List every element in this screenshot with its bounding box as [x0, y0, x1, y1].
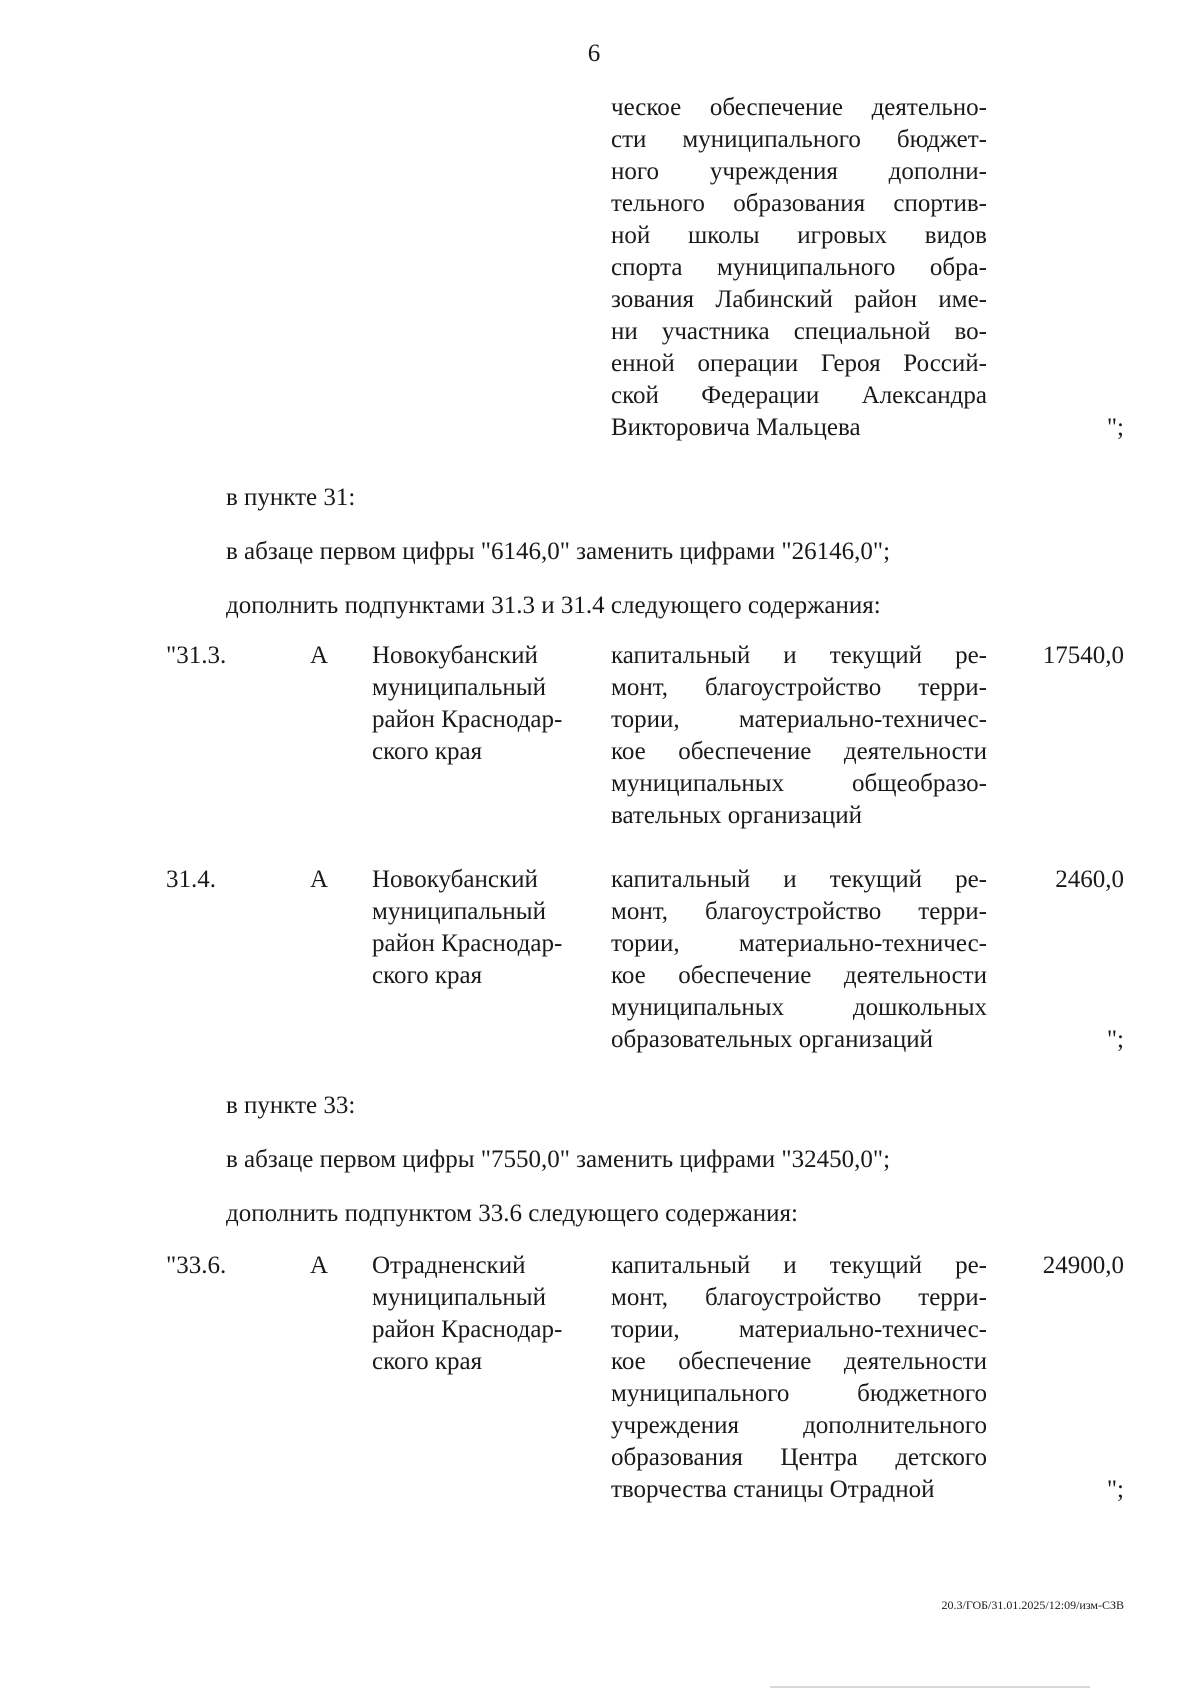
row-amount: 2460,0: [1055, 866, 1124, 893]
text-line: творчества станицы Отрадной: [611, 1476, 935, 1503]
text-line: ской Федерации Александра: [611, 382, 987, 409]
text-line: муниципальный: [372, 898, 546, 925]
text-line: монт, благоустройство терри-: [611, 898, 987, 925]
text-line: муниципальный: [372, 674, 546, 701]
text-line: кое обеспечение деятельности: [611, 738, 987, 765]
row-category: А: [310, 866, 329, 893]
text-line: муниципальных дошкольных: [611, 994, 987, 1021]
text-line: кое обеспечение деятельности: [611, 1348, 987, 1375]
row-number: "33.6.: [166, 1252, 227, 1279]
text-line: зования Лабинский район име-: [611, 286, 987, 313]
closing-quote: ";: [1106, 1026, 1124, 1053]
text-line: капитальный и текущий ре-: [611, 1252, 987, 1279]
row-purpose: [611, 1250, 987, 1506]
row-amount: 17540,0: [1042, 642, 1124, 669]
text-line: муниципальный: [372, 1284, 546, 1311]
text-line: ной школы игровых видов: [611, 222, 987, 249]
section-31-change: в абзаце первом цифры "6146,0" заменить цифрами "26146,0";: [226, 538, 891, 565]
row-purpose: [611, 864, 987, 1056]
text-line: район Краснодар-: [372, 930, 563, 957]
text-line: тории, материально-техничес-: [611, 930, 987, 957]
text-line: капитальный и текущий ре-: [611, 642, 987, 669]
text-line: муниципальных общеобразо-: [611, 770, 987, 797]
row-municipality: [372, 864, 582, 992]
text-line: район Краснодар-: [372, 706, 563, 733]
text-line: Новокубанский: [372, 642, 538, 669]
text-line: Викторовича Мальцева: [611, 414, 861, 441]
section-31-addition: дополнить подпунктами 31.3 и 31.4 следующего содержания:: [226, 592, 881, 619]
text-line: тельного образования спортив-: [611, 190, 987, 217]
text-line: енной операции Героя Россий-: [611, 350, 987, 377]
text-line: ни участника специальной во-: [611, 318, 987, 345]
text-line: муниципального бюджетного: [611, 1380, 987, 1407]
row-category: А: [310, 642, 329, 669]
document-code: 20.3/ГОБ/31.01.2025/12:09/изм-СЗВ: [941, 1598, 1124, 1612]
text-line: ского края: [372, 738, 483, 765]
text-line: образовательных организаций: [611, 1026, 934, 1053]
continuation-purpose: [611, 92, 987, 444]
text-line: капитальный и текущий ре-: [611, 866, 987, 893]
scan-artifact-line: [770, 1686, 1090, 1688]
row-municipality: [372, 640, 582, 768]
text-line: кое обеспечение деятельности: [611, 962, 987, 989]
row-number: 31.4.: [166, 866, 216, 893]
closing-quote: ";: [1106, 1476, 1124, 1503]
text-line: спорта муниципального обра-: [611, 254, 987, 281]
section-33-change: в абзаце первом цифры "7550,0" заменить цифрами "32450,0";: [226, 1146, 891, 1173]
text-line: монт, благоустройство терри-: [611, 1284, 987, 1311]
text-line: образования Центра детского: [611, 1444, 987, 1471]
section-33-heading: в пункте 33:: [226, 1092, 356, 1119]
text-line: сти муниципального бюджет-: [611, 126, 987, 153]
text-line: вательных организаций: [611, 802, 862, 829]
text-line: тории, материально-техничес-: [611, 1316, 987, 1343]
text-line: тории, материально-техничес-: [611, 706, 987, 733]
text-line: ного учреждения дополни-: [611, 158, 987, 185]
text-line: ского края: [372, 1348, 483, 1375]
closing-quote: ";: [1106, 414, 1124, 441]
page-number: 6: [587, 40, 601, 67]
text-line: Отрадненский: [372, 1252, 526, 1279]
text-line: Новокубанский: [372, 866, 538, 893]
text-line: ского края: [372, 962, 483, 989]
text-line: район Краснодар-: [372, 1316, 563, 1343]
row-category: А: [310, 1252, 329, 1279]
section-33-addition: дополнить подпунктом 33.6 следующего содержания:: [226, 1200, 798, 1227]
section-31-heading: в пункте 31:: [226, 484, 356, 511]
row-purpose: [611, 640, 987, 832]
text-line: ческое обеспечение деятельно-: [611, 94, 987, 121]
row-municipality: [372, 1250, 582, 1378]
text-line: монт, благоустройство терри-: [611, 674, 987, 701]
row-number: "31.3.: [166, 642, 227, 669]
row-amount: 24900,0: [1042, 1252, 1124, 1279]
text-line: учреждения дополнительного: [611, 1412, 987, 1439]
